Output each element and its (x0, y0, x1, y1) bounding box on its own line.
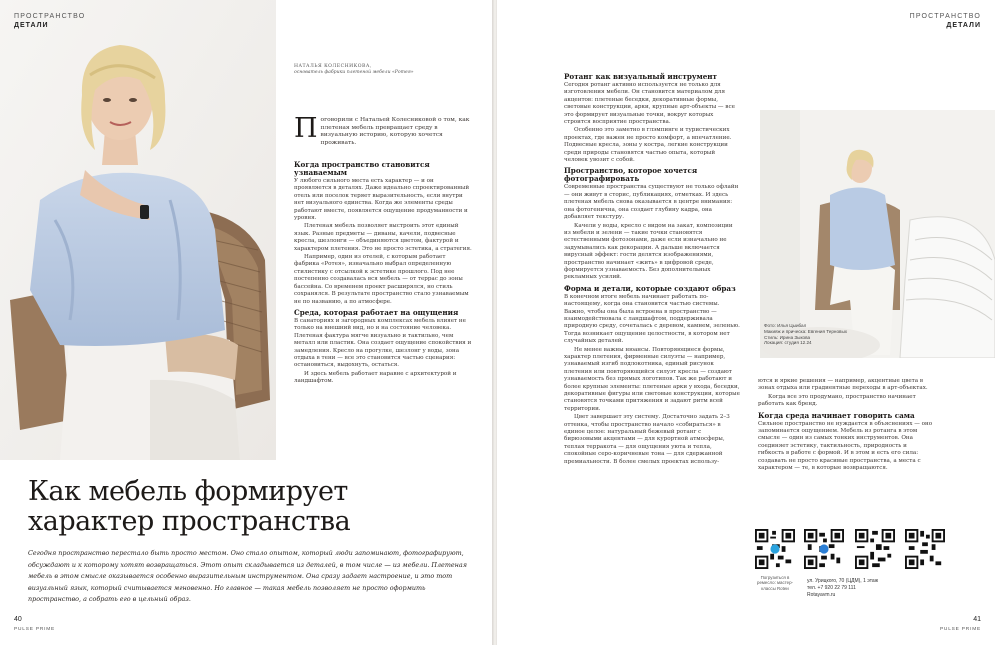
qr-code-icon (905, 529, 945, 569)
paragraph: И здесь мебель работает наравне с архитектурой и ландшафтом. (294, 370, 457, 385)
paragraph: Цвет завершает эту систему. Достаточно задать 2–3 оттенка, чтобы пространство начало «собираться» в единое целое: натуральный бежевый ротанг с бирюзовыми акцентами — для курортной атмосферы, теплая терракота — для ощущения уюта и тепла, спокойные серо-коричневые тона — для сдержанной премиальности. В более смелых проектах использу- (564, 414, 730, 465)
portrait-illustration (0, 0, 276, 460)
intro-text: оговорили с Натальей Колесниковой о том, как плетеная мебель превращает среду в визуальную историю, которую хочется проживать. (320, 117, 470, 146)
portrait-photo-left (0, 0, 276, 460)
subheading: Форма и детали, которые создают образ (564, 283, 736, 293)
paragraph: Не менее важны нюансы. Повторяющиеся формы, характер плетения, фирменные силуэты — например, узнаваемый изгиб подлокотника, единый рисунок плетения или повторяющийся силуэт кресла — создают узнаваемость без прямых логотипов. Так же работают и более крупные элементы: плетеные арки у входа, беседки, декоративные фигуры или световые конструкции, которые становятся точками притяжения и задают ритм всей территории. (564, 346, 740, 412)
person-role: основатель фабрики плетеной мебели «Ротея» (294, 70, 414, 75)
section-label: ПРОСТРАНСТВО (909, 13, 981, 20)
right-page (497, 0, 995, 645)
page-number-left: 40 (14, 616, 22, 623)
qr-code-icon (804, 529, 844, 569)
section-label: ПРОСТРАНСТВО (14, 13, 86, 20)
column-2 (564, 70, 740, 467)
paragraph: В санаториях и загородных комплексах мебель влияет не только на внешний вид, но и на состояние человека. Плетеная фактура мягче визуально и тактильно, чем металл или пластик. Она создает ощущение спокойствия и замедления. Кресло на прогулке, шезлонг у воды, зона отдыха в тени — все это становится частью сценария: остановиться, выдохнуть, остаться. (294, 317, 472, 369)
paragraph: Особенно это заметно в глэмпинге и туристических проектах, где важен не просто комфорт, а впечатление. Подвесные кресла, зоны у костра, легкие конструкции среди природы становятся частью опыта, который человек увозит с собой. (564, 127, 732, 164)
contact-block (807, 578, 878, 599)
paragraph: Сегодня ротанг активно используется не только для изготовления мебели. Он становится материалом для акцентов: плетеные беседки, декоративные формы, световые конструкции, арки, крупные арт-объекты — все это формирует визуальные точки, вокруг которых строится восприятие пространства. (564, 82, 735, 126)
subheading: Среда, которая работает на ощущения (294, 307, 459, 317)
credit-photo: Фото: Илья Цыибал (764, 323, 807, 328)
subheading: Когда пространство становится узнаваемым (294, 160, 430, 177)
qr-code-telegram[interactable] (755, 529, 795, 569)
paragraph: Качели у воды, кресло с видом на закат, композиции из мебели и зелени — такие точки становятся естественными фотозонами, даже если изначально не задумывались как декорации. А дальше включается вирусный эффект: гости делятся изображениями, пространство начинает «жить» в цифровой среде, формируется узнаваемость. Без дополнительных рекламных усилий. (564, 222, 733, 281)
paragraph: В конечном итоге мебель начинает работать по-настоящему, когда она становится частью системы. Важно, чтобы она была встроена в пространство — взаимодействовала с ландшафтом, поддерживала природную среду, сочеталась с деревом, камнем, зеленью. Тогда возникает ощущение целостности, в котором нет случайных деталей. (564, 293, 740, 345)
section-sub-label: ДЕТАЛИ (946, 22, 981, 29)
person-caption (294, 64, 474, 76)
qr-code-vk[interactable] (804, 529, 844, 569)
person-name: НАТАЛЬЯ КОЛЕСНИКОВА, (294, 64, 372, 69)
subheading: Когда среда начинает говорить сама (758, 410, 915, 420)
paragraph: Плетеная мебель позволяет выстроить этот единый язык. Разные предметы — диваны, качели, подвесные кресла, шезлонги — объединяются цветом, фактурой и характером плетения. Это не просто эстетика, а стратегия. (294, 223, 472, 252)
intro-paragraph (294, 113, 472, 147)
column-1 (294, 158, 472, 387)
paragraph: Например, один из отелей, с которым работает фабрика «Ротея», изначально выбрал определенную стилистику с отсылкой к эстетике прошлого. Под нее постепенно создавалась вся мебель — от террас до зоны бассейна. Со временем проект расширялся, но стиль сохранялся. В результате пространство стало узнаваемым не по названию, а по атмосфере. (294, 254, 469, 305)
section-sub-label: ДЕТАЛИ (14, 22, 49, 29)
article-title: Как мебель формирует характер пространства (28, 476, 351, 537)
credit-makeup: Макияж и прическа: Евгения Терновых (764, 328, 848, 334)
qr-code-instagram[interactable] (905, 529, 945, 569)
page-number-right: 41 (973, 616, 981, 623)
credit-style: Стиль: Ирина Зыкова (764, 334, 811, 340)
address: ул. Урицкого, 70 (ЦДМ), 1 этаж (807, 578, 879, 584)
chair-illustration (760, 110, 995, 358)
phone[interactable]: тел. +7 920 22 79 111 (807, 585, 856, 591)
paragraph: У любого сильного места есть характер — и он проявляется в деталях. Даже идеально спроектированный отель или поселок теряет выразительность, если внутри нет визуального единства. Когда же элементы среды работают вместе, появляется ощущение продуманности и уровня. (294, 178, 470, 222)
qr-code-icon (755, 529, 795, 569)
qr-caption: Погрузиться в ремесло: мастер-классы Rotеи (757, 575, 793, 591)
paragraph: Когда все это продумано, пространство начинает работать как бренд. (758, 393, 916, 408)
subheading: Ротанг как визуальный инструмент (564, 72, 718, 81)
left-page (0, 0, 492, 645)
website-link[interactable]: Rotayavm.ru (807, 592, 836, 598)
subheading: Пространство, которое хочется фотографировать (564, 166, 698, 184)
qr-code-icon (855, 529, 895, 569)
magazine-name-left: PULSE PRIME (14, 627, 56, 632)
lead-paragraph: Сегодня пространство перестало быть просто местом. Оно стало опытом, который люди запоминают, фотографируют, обсуждают и к которому хотят возвращаться. Этот опыт складывается из деталей, в том числе — из мебели. Плетеная мебель в этом смысле оказывается особенно выразительным инструментом. Она сразу задает настроение, и это тот визуальный язык, который считывается мгновенно. Но главное — такая мебель позволяет не просто оформить пространство, а собрать его в цельный образ. (28, 549, 467, 604)
photo-credits (764, 323, 847, 346)
magazine-name-right: PULSE PRIME (939, 627, 981, 632)
portrait-photo-right (760, 110, 995, 358)
column-3 (758, 378, 934, 473)
qr-code-site[interactable] (855, 529, 895, 569)
paragraph: Современные пространства существуют не только офлайн — они живут в сторис, публикациях, отметках. И здесь плетеная мебель снова оказывается в центре внимания: она фотогенична, она создает глубину кадра, она добавляет текстуру. (564, 184, 739, 221)
credit-location: Локация: студия 12.24 (764, 340, 812, 346)
paragraph: ются и яркие решения — например, акцентные цвета в зонах отдыха или градиентные переходы в арт-объектах. (758, 378, 928, 392)
drop-cap: П (294, 113, 318, 144)
paragraph: Сильное пространство не нуждается в объяснениях — оно запоминается ощущением. Мебель из ротанга в этом смысле — один из самых тонких инструментов. Она соединяет эстетику, тактильность, природность и гибкость в работе с формой. И в этом и есть его сила: создавать не просто красивые пространства, а места с характером — те, в которые возвращаются. (758, 420, 933, 472)
